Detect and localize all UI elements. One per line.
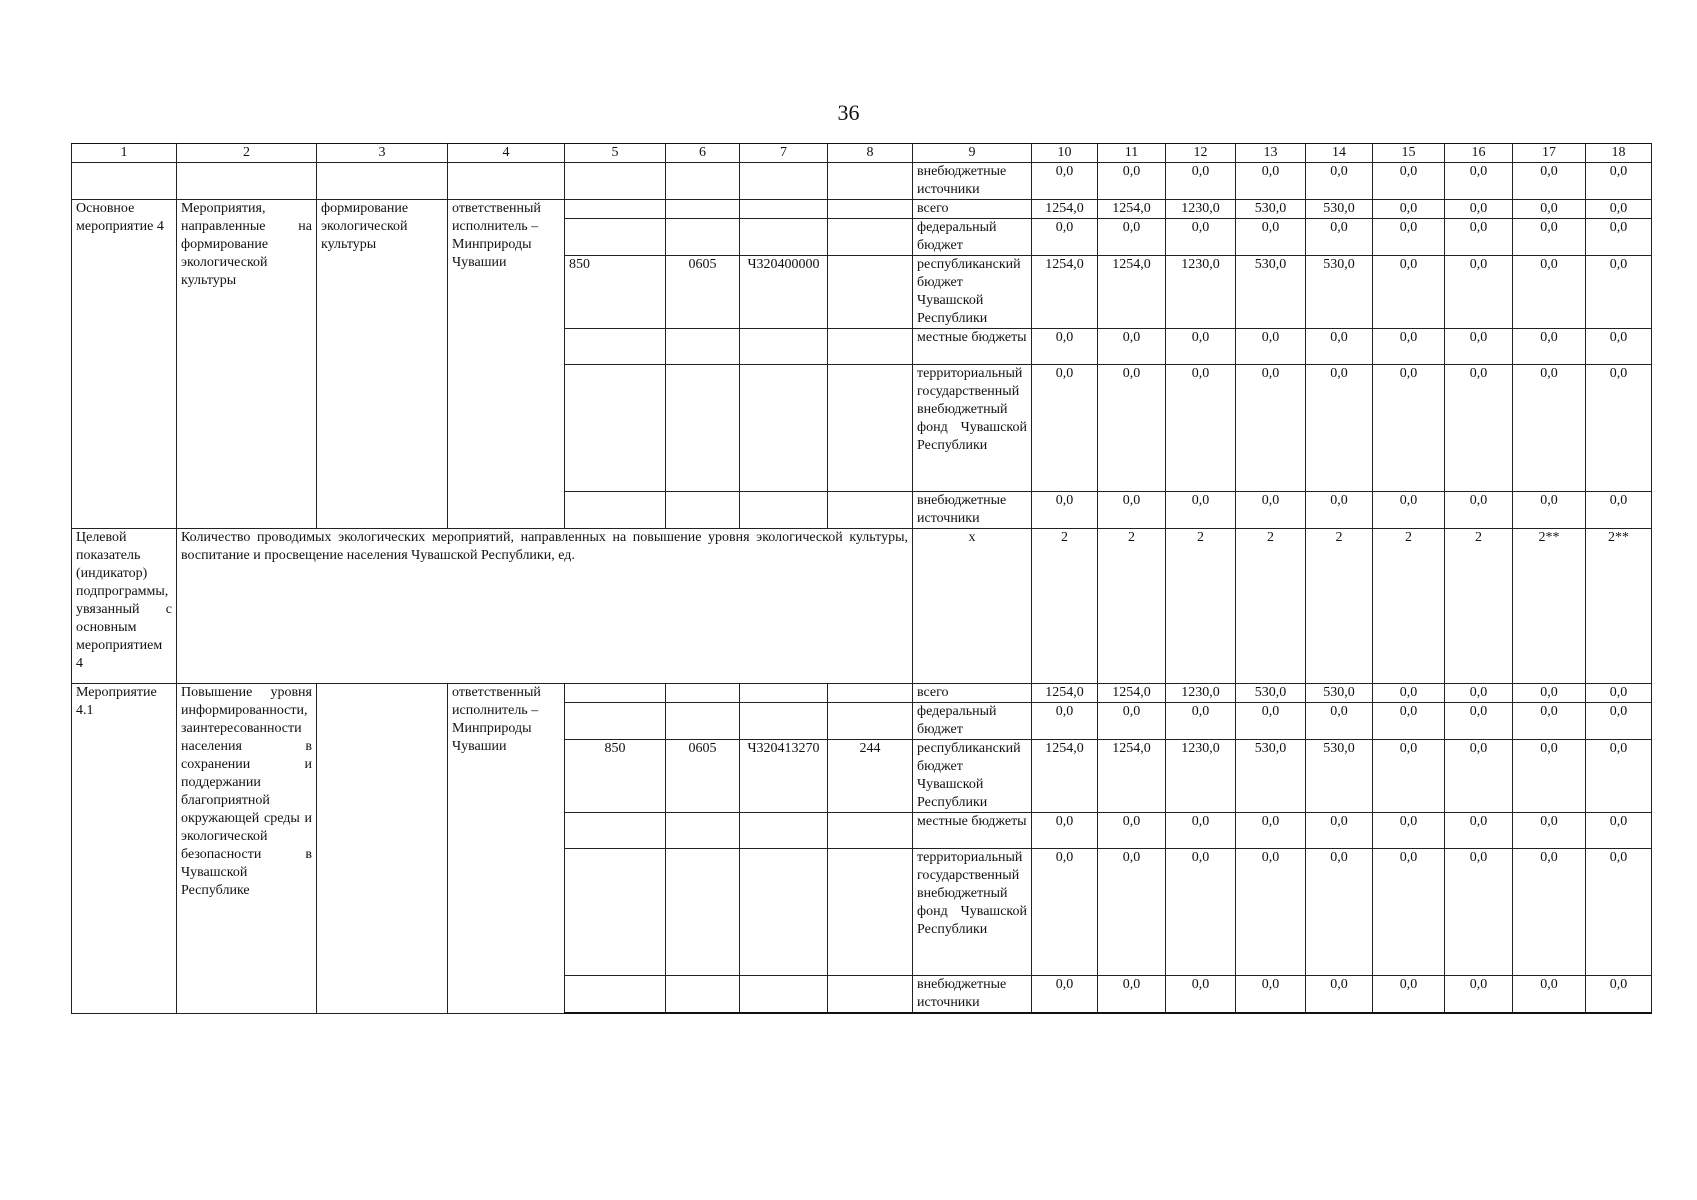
value-cell: 0,0 — [1513, 703, 1586, 740]
column-header-18: 18 — [1586, 144, 1652, 163]
value-cell: 0,0 — [1445, 684, 1513, 703]
budget-code-8 — [828, 813, 913, 849]
value-cell: 0,0 — [1098, 219, 1166, 256]
funding-source: местные бюджеты — [913, 329, 1032, 365]
activity-status: Мероприятие 4.1 — [72, 684, 177, 1014]
value-cell: 0,0 — [1445, 976, 1513, 1014]
empty-cell — [317, 163, 448, 200]
activity-name: Повышение уровня информированности, заинтересованности населения в сохранении и поддержании благоприятной окружающей среды и экологической безопасности в Чувашской Республике — [177, 684, 317, 1014]
empty-cell — [666, 163, 740, 200]
budget-code-8 — [828, 219, 913, 256]
budget-code-6 — [666, 365, 740, 492]
value-cell: 0,0 — [1166, 849, 1236, 976]
value-cell: 0,0 — [1445, 740, 1513, 813]
budget-code-6 — [666, 849, 740, 976]
value-cell: 0,0 — [1306, 163, 1373, 200]
responsible-executor: ответственный исполнитель – Минприроды Чувашии — [448, 684, 565, 1014]
value-cell: 1254,0 — [1032, 684, 1098, 703]
indicator-value: 2** — [1513, 529, 1586, 684]
activity-goal: формирование экологической культуры — [317, 200, 448, 529]
budget-code-6 — [666, 492, 740, 529]
value-cell: 1230,0 — [1166, 200, 1236, 219]
page-number: 36 — [837, 100, 860, 125]
value-cell: 0,0 — [1166, 329, 1236, 365]
value-cell: 0,0 — [1373, 200, 1445, 219]
indicator-value: 2 — [1032, 529, 1098, 684]
value-cell: 0,0 — [1236, 813, 1306, 849]
value-cell: 0,0 — [1166, 703, 1236, 740]
column-header-14: 14 — [1306, 144, 1373, 163]
budget-code-5: 850 — [565, 256, 666, 329]
indicator-value: 2 — [1236, 529, 1306, 684]
value-cell: 530,0 — [1236, 200, 1306, 219]
budget-code-7 — [740, 200, 828, 219]
value-cell: 0,0 — [1586, 684, 1652, 703]
budget-code-6 — [666, 329, 740, 365]
value-cell: 530,0 — [1236, 684, 1306, 703]
column-header-7: 7 — [740, 144, 828, 163]
value-cell: 0,0 — [1306, 703, 1373, 740]
value-cell: 0,0 — [1032, 163, 1098, 200]
value-cell: 0,0 — [1236, 703, 1306, 740]
budget-code-5 — [565, 813, 666, 849]
value-cell: 0,0 — [1236, 976, 1306, 1014]
value-cell: 0,0 — [1306, 976, 1373, 1014]
value-cell: 0,0 — [1445, 219, 1513, 256]
indicator-value: 2 — [1098, 529, 1166, 684]
value-cell: 530,0 — [1236, 256, 1306, 329]
table-row — [72, 684, 1652, 703]
value-cell: 0,0 — [1513, 163, 1586, 200]
budget-code-6 — [666, 976, 740, 1014]
empty-cell — [740, 163, 828, 200]
funding-source: территориальный государственный внебюджетный фонд Чувашской Республики — [913, 365, 1032, 492]
funding-source: федеральный бюджет — [913, 703, 1032, 740]
value-cell: 0,0 — [1236, 492, 1306, 529]
budget-code-5 — [565, 200, 666, 219]
value-cell: 0,0 — [1098, 976, 1166, 1014]
value-cell: 0,0 — [1586, 200, 1652, 219]
budget-code-7 — [740, 684, 828, 703]
value-cell: 1254,0 — [1032, 256, 1098, 329]
budget-code-7 — [740, 492, 828, 529]
value-cell: 0,0 — [1586, 365, 1652, 492]
funding-source: внебюджетные источники — [913, 976, 1032, 1014]
funding-source: всего — [913, 200, 1032, 219]
value-cell: 530,0 — [1236, 740, 1306, 813]
value-cell: 0,0 — [1373, 813, 1445, 849]
value-cell: 0,0 — [1098, 329, 1166, 365]
value-cell: 1254,0 — [1098, 740, 1166, 813]
budget-code-5 — [565, 976, 666, 1014]
column-header-15: 15 — [1373, 144, 1445, 163]
budget-code-6 — [666, 219, 740, 256]
budget-code-6 — [666, 703, 740, 740]
value-cell: 0,0 — [1373, 329, 1445, 365]
funding-source: республиканский бюджет Чувашской Республики — [913, 256, 1032, 329]
table-row — [72, 200, 1652, 219]
value-cell: 1254,0 — [1098, 200, 1166, 219]
value-cell: 1254,0 — [1098, 256, 1166, 329]
value-cell: 0,0 — [1236, 329, 1306, 365]
column-header-9: 9 — [913, 144, 1032, 163]
column-header-3: 3 — [317, 144, 448, 163]
value-cell: 0,0 — [1032, 329, 1098, 365]
empty-cell — [177, 163, 317, 200]
value-cell: 0,0 — [1445, 163, 1513, 200]
value-cell: 530,0 — [1306, 256, 1373, 329]
indicator-value: 2 — [1306, 529, 1373, 684]
value-cell: 1254,0 — [1098, 684, 1166, 703]
value-cell: 0,0 — [1166, 813, 1236, 849]
value-cell: 0,0 — [1586, 976, 1652, 1014]
column-header-1: 1 — [72, 144, 177, 163]
value-cell: 1254,0 — [1032, 200, 1098, 219]
value-cell: 0,0 — [1166, 219, 1236, 256]
value-cell: 0,0 — [1306, 329, 1373, 365]
value-cell: 0,0 — [1513, 256, 1586, 329]
column-header-11: 11 — [1098, 144, 1166, 163]
value-cell: 0,0 — [1513, 200, 1586, 219]
value-cell: 530,0 — [1306, 684, 1373, 703]
value-cell: 0,0 — [1373, 703, 1445, 740]
value-cell: 0,0 — [1306, 813, 1373, 849]
value-cell: 0,0 — [1373, 256, 1445, 329]
value-cell: 0,0 — [1586, 329, 1652, 365]
value-cell: 0,0 — [1373, 849, 1445, 976]
value-cell: 0,0 — [1586, 163, 1652, 200]
value-cell: 0,0 — [1513, 492, 1586, 529]
value-cell: 0,0 — [1586, 256, 1652, 329]
value-cell: 0,0 — [1306, 219, 1373, 256]
value-cell: 0,0 — [1513, 329, 1586, 365]
budget-code-8: 244 — [828, 740, 913, 813]
activity-name: Мероприятия, направленные на формирование экологической культуры — [177, 200, 317, 529]
value-cell: 0,0 — [1373, 740, 1445, 813]
value-cell: 0,0 — [1098, 849, 1166, 976]
funding-source: республиканский бюджет Чувашской Республики — [913, 740, 1032, 813]
value-cell: 0,0 — [1513, 740, 1586, 813]
budget-code-5 — [565, 849, 666, 976]
value-cell: 0,0 — [1445, 200, 1513, 219]
value-cell: 0,0 — [1032, 703, 1098, 740]
value-cell: 0,0 — [1373, 365, 1445, 492]
value-cell: 0,0 — [1445, 256, 1513, 329]
budget-code-8 — [828, 684, 913, 703]
indicator-row — [72, 529, 1652, 684]
budget-code-5 — [565, 329, 666, 365]
value-cell: 0,0 — [1098, 813, 1166, 849]
budget-code-8 — [828, 849, 913, 976]
value-cell: 0,0 — [1373, 163, 1445, 200]
funding-source: внебюджетные источники — [913, 163, 1032, 200]
column-header-16: 16 — [1445, 144, 1513, 163]
budget-code-8 — [828, 329, 913, 365]
value-cell: 0,0 — [1236, 219, 1306, 256]
value-cell: 0,0 — [1236, 849, 1306, 976]
value-cell: 0,0 — [1586, 813, 1652, 849]
value-cell: 0,0 — [1373, 219, 1445, 256]
indicator-mark: x — [913, 529, 1032, 684]
budget-code-7 — [740, 976, 828, 1014]
budget-code-7 — [740, 813, 828, 849]
budget-code-5 — [565, 703, 666, 740]
value-cell: 0,0 — [1236, 365, 1306, 492]
funding-source: территориальный государственный внебюджетный фонд Чувашской Республики — [913, 849, 1032, 976]
value-cell: 1230,0 — [1166, 256, 1236, 329]
value-cell: 1254,0 — [1032, 740, 1098, 813]
value-cell: 0,0 — [1098, 365, 1166, 492]
value-cell: 0,0 — [1586, 849, 1652, 976]
budget-code-8 — [828, 492, 913, 529]
value-cell: 530,0 — [1306, 200, 1373, 219]
column-header-13: 13 — [1236, 144, 1306, 163]
value-cell: 0,0 — [1306, 492, 1373, 529]
value-cell: 0,0 — [1166, 492, 1236, 529]
value-cell: 0,0 — [1098, 703, 1166, 740]
budget-code-7: Ч320400000 — [740, 256, 828, 329]
funding-source: федеральный бюджет — [913, 219, 1032, 256]
column-header-4: 4 — [448, 144, 565, 163]
value-cell: 1230,0 — [1166, 684, 1236, 703]
indicator-value: 2 — [1373, 529, 1445, 684]
table-row — [72, 163, 1652, 200]
value-cell: 0,0 — [1445, 329, 1513, 365]
value-cell: 0,0 — [1586, 703, 1652, 740]
value-cell: 530,0 — [1306, 740, 1373, 813]
value-cell: 0,0 — [1373, 976, 1445, 1014]
value-cell: 0,0 — [1445, 813, 1513, 849]
budget-code-7 — [740, 329, 828, 365]
funding-source: местные бюджеты — [913, 813, 1032, 849]
empty-cell — [72, 163, 177, 200]
value-cell: 0,0 — [1236, 163, 1306, 200]
value-cell: 0,0 — [1373, 492, 1445, 529]
budget-code-5 — [565, 684, 666, 703]
column-header-17: 17 — [1513, 144, 1586, 163]
funding-source: всего — [913, 684, 1032, 703]
value-cell: 0,0 — [1166, 365, 1236, 492]
budget-code-7 — [740, 365, 828, 492]
budget-code-6 — [666, 813, 740, 849]
indicator-value: 2 — [1445, 529, 1513, 684]
value-cell: 0,0 — [1306, 365, 1373, 492]
budget-code-7 — [740, 849, 828, 976]
value-cell: 0,0 — [1032, 813, 1098, 849]
value-cell: 0,0 — [1513, 849, 1586, 976]
value-cell: 0,0 — [1373, 684, 1445, 703]
indicator-text: Количество проводимых экологических мероприятий, направленных на повышение уровня экологической культуры, воспитание и просвещение населения Чувашской Республики, ед. — [177, 529, 913, 684]
column-header-10: 10 — [1032, 144, 1098, 163]
budget-code-5 — [565, 219, 666, 256]
responsible-executor: ответственный исполнитель – Минприроды Чувашии — [448, 200, 565, 529]
budget-code-5: 850 — [565, 740, 666, 813]
budget-code-7 — [740, 703, 828, 740]
value-cell: 0,0 — [1445, 492, 1513, 529]
value-cell: 0,0 — [1098, 163, 1166, 200]
value-cell: 0,0 — [1586, 740, 1652, 813]
value-cell: 0,0 — [1032, 849, 1098, 976]
value-cell: 0,0 — [1032, 365, 1098, 492]
value-cell: 0,0 — [1586, 492, 1652, 529]
activity-status: Основное мероприятие 4 — [72, 200, 177, 529]
value-cell: 0,0 — [1445, 849, 1513, 976]
budget-code-6 — [666, 200, 740, 219]
budget-code-7: Ч320413270 — [740, 740, 828, 813]
activity-goal — [317, 684, 448, 1014]
value-cell: 0,0 — [1306, 849, 1373, 976]
column-header-2: 2 — [177, 144, 317, 163]
column-header-6: 6 — [666, 144, 740, 163]
indicator-value: 2** — [1586, 529, 1652, 684]
value-cell: 0,0 — [1445, 703, 1513, 740]
value-cell: 0,0 — [1513, 813, 1586, 849]
value-cell: 0,0 — [1513, 976, 1586, 1014]
value-cell: 0,0 — [1032, 219, 1098, 256]
value-cell: 0,0 — [1098, 492, 1166, 529]
budget-code-5 — [565, 365, 666, 492]
funding-source: внебюджетные источники — [913, 492, 1032, 529]
budget-code-8 — [828, 703, 913, 740]
budget-code-8 — [828, 976, 913, 1014]
value-cell: 0,0 — [1032, 976, 1098, 1014]
budget-code-6: 0605 — [666, 740, 740, 813]
column-header-12: 12 — [1166, 144, 1236, 163]
budget-code-5 — [565, 492, 666, 529]
column-header-8: 8 — [828, 144, 913, 163]
value-cell: 0,0 — [1586, 219, 1652, 256]
budget-code-8 — [828, 256, 913, 329]
budget-code-8 — [828, 200, 913, 219]
budget-code-8 — [828, 365, 913, 492]
indicator-label: Целевой показатель (индикатор) подпрограммы, увязанный с основным мероприятием 4 — [72, 529, 177, 684]
value-cell: 0,0 — [1445, 365, 1513, 492]
budget-code-7 — [740, 219, 828, 256]
value-cell: 1230,0 — [1166, 740, 1236, 813]
budget-table — [71, 143, 1652, 1014]
budget-code-6: 0605 — [666, 256, 740, 329]
column-header-5: 5 — [565, 144, 666, 163]
value-cell: 0,0 — [1166, 976, 1236, 1014]
value-cell: 0,0 — [1513, 219, 1586, 256]
empty-cell — [448, 163, 565, 200]
value-cell: 0,0 — [1513, 684, 1586, 703]
value-cell: 0,0 — [1166, 163, 1236, 200]
empty-cell — [565, 163, 666, 200]
value-cell: 0,0 — [1032, 492, 1098, 529]
budget-code-6 — [666, 684, 740, 703]
empty-cell — [828, 163, 913, 200]
header-row — [72, 144, 1652, 163]
value-cell: 0,0 — [1513, 365, 1586, 492]
indicator-value: 2 — [1166, 529, 1236, 684]
